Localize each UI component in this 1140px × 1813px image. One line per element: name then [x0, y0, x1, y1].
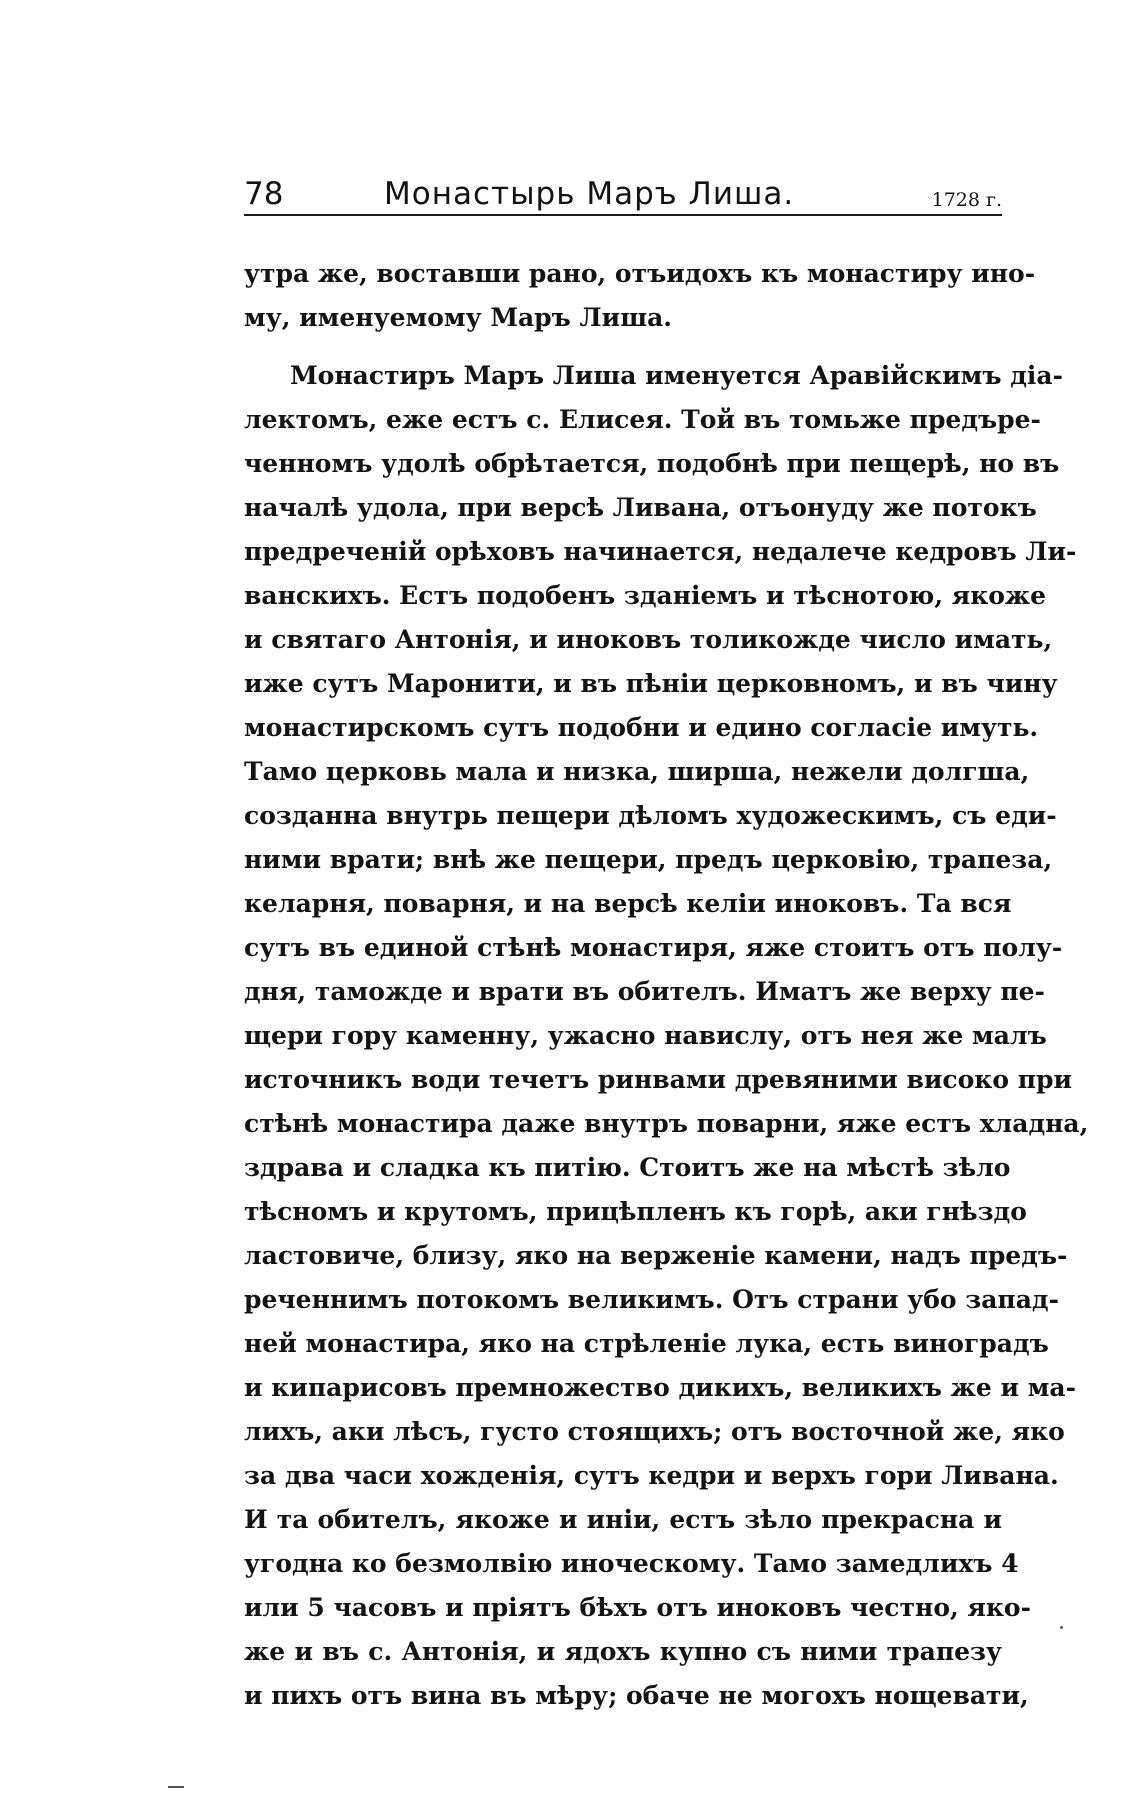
stray-dot [1060, 1626, 1063, 1629]
text-line: келарня, поварня, и на версѣ келіи иноковъ. Та вся [244, 889, 1012, 918]
text-line: ластовиче, близу, яко на верженіе камени, надъ предъ- [244, 1241, 1068, 1270]
running-title: Монастырь Маръ Лиша. [384, 176, 795, 212]
running-year: 1728 г. [931, 189, 1002, 211]
text-line: иже сутъ Маронити, и въ пѣніи церковномъ, и въ чину [244, 669, 1058, 698]
text-line: лектомъ, еже естъ с. Елисея. Той въ томьже предъре- [244, 405, 1041, 434]
text-line: сутъ въ единой стѣнѣ монастиря, яже стоитъ отъ полу- [244, 933, 1063, 962]
page-number: 78 [244, 176, 284, 212]
text-line: предреченій орѣховъ начинается, недалече кедровъ Ли- [244, 537, 1077, 566]
running-header [244, 168, 1002, 216]
paragraph-gap [244, 340, 1002, 354]
text-line: стѣнѣ монастира даже внутръ поварни, яже естъ хладна, [244, 1109, 1089, 1138]
text-line: ней монастира, яко на стрѣленіе лука, есть виноградъ [244, 1329, 1049, 1358]
text-line: и святаго Антонія, и иноковъ толикожде число имать, [244, 625, 1053, 654]
text-line: щери гору каменну, ужасно навислу, отъ нея же малъ [244, 1021, 1047, 1050]
text-line: Тамо церковь мала и низка, ширша, нежели долгша, [244, 757, 1030, 786]
text-line: и кипарисовъ премножество дикихъ, великихъ же и ма- [244, 1373, 1077, 1402]
text-line: И та обителъ, якоже и иніи, естъ зѣло прекрасна и [244, 1505, 1002, 1534]
text-line: дня, таможде и врати въ обителъ. Иматъ же верху пе- [244, 977, 1045, 1006]
text-line: источникъ води течетъ ринвами древяними високо при [244, 1065, 1073, 1094]
text-line: здрава и сладка къ питію. Стоитъ же на мѣстѣ зѣло [244, 1153, 1011, 1182]
text-line: лихъ, аки лѣсъ, густо стоящихъ; отъ восточной же, яко [244, 1417, 1065, 1446]
text-line: тѣсномъ и крутомъ, прицѣпленъ къ горѣ, аки гнѣздо [244, 1197, 1027, 1226]
text-line: Монастиръ Маръ Лиша именуется Аравійскимъ діа- [290, 361, 1063, 390]
text-line: утра же, воставши рано, отъидохъ къ монастиру ино- [244, 259, 1036, 288]
text-line: же и въ с. Антонія, и ядохъ купно съ ними трапезу [244, 1637, 1002, 1666]
paragraph [244, 354, 1089, 1718]
stray-mark [168, 1786, 184, 1788]
text-line: му, именуемому Маръ Лиша. [244, 303, 672, 332]
text-line: угодна ко безмолвію иноческому. Тамо замедлихъ 4 [244, 1549, 1019, 1578]
text-line: реченнимъ потокомъ великимъ. Отъ страни убо запад- [244, 1285, 1059, 1314]
text-line: ванскихъ. Естъ подобенъ зданіемъ и тѣснотою, якоже [244, 581, 1047, 610]
text-line: ними врати; внѣ же пещери, предъ церковію, трапеза, [244, 845, 1053, 874]
text-line: созданна внутрь пещери дѣломъ художескимъ, съ еди- [244, 801, 1057, 830]
text-line: и пихъ отъ вина въ мѣру; обаче не могохъ нощевати, [244, 1681, 1029, 1710]
text-line: за два часи хожденія, сутъ кедри и верхъ гори Ливана. [244, 1461, 1059, 1490]
text-line: или 5 часовъ и пріятъ бѣхъ отъ иноковъ честно, яко- [244, 1593, 1031, 1622]
text-line: ченномъ удолѣ обрѣтается, подобнѣ при пещерѣ, но въ [244, 449, 1060, 478]
text-line: началѣ удола, при версѣ Ливана, отъонуду же потокъ [244, 493, 1037, 522]
header-rule [244, 214, 1002, 216]
paragraph [244, 252, 1036, 340]
text-line: монастирскомъ сутъ подобни и едино согласіе имуть. [244, 713, 1039, 742]
body-text [244, 252, 1089, 1718]
